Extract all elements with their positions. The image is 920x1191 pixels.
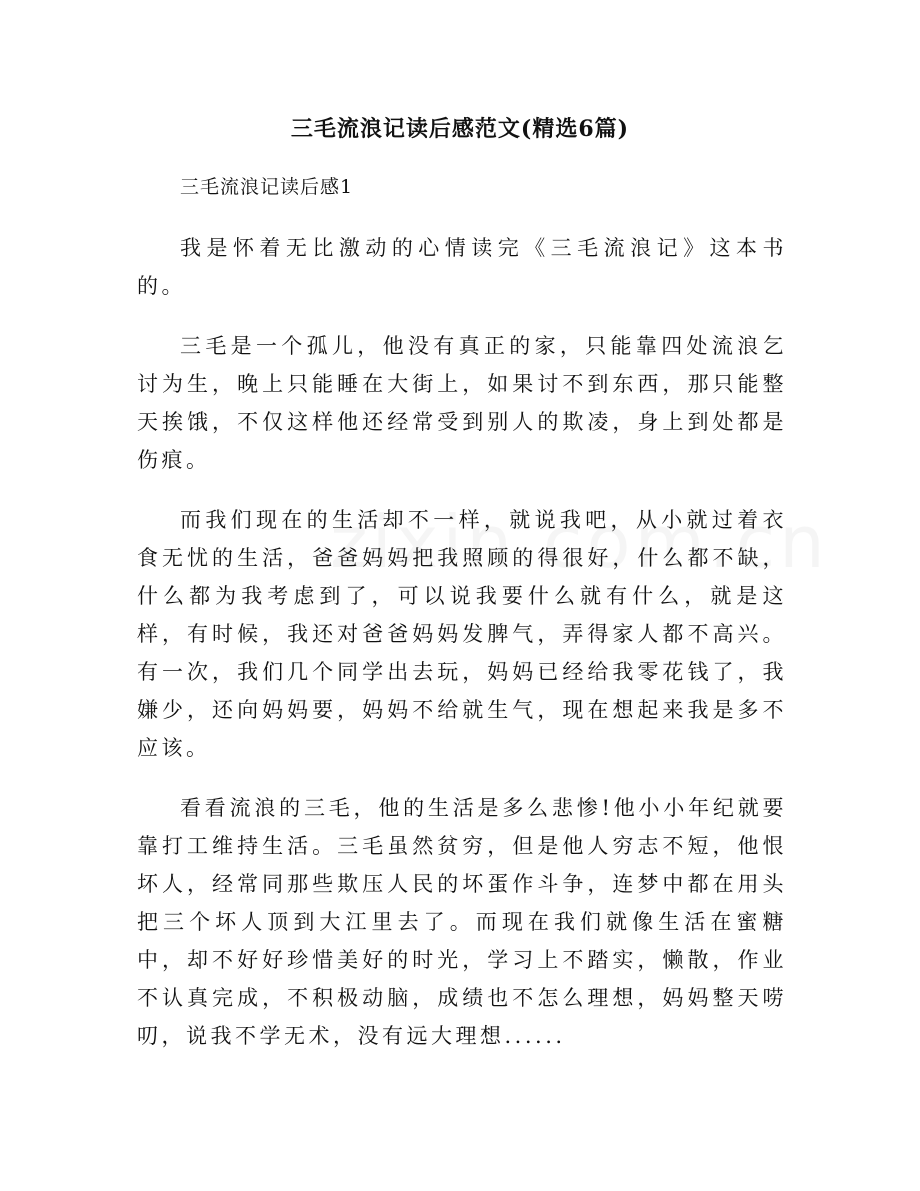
document-title: 三毛流浪记读后感范文(精选6篇)	[290, 116, 630, 142]
paragraph: 三毛是一个孤儿，他没有真正的家，只能靠四处流浪乞讨为生，晚上只能睡在大街上，如果讨不到东西，那只能整天挨饿，不仅这样他还经常受到别人的欺凌，身上到处都是伤痕。	[137, 334, 787, 472]
body-text	[137, 229, 787, 1077]
paragraph: 而我们现在的生活却不一样，就说我吧，从小就过着衣食无忧的生活，爸爸妈妈把我照顾的得很好，什么都不缺，什么都为我考虑到了，可以说我要什么就有什么，就是这样，有时候，我还对爸爸妈妈发脾气，弄得家人都不高兴。有一次，我们几个同学出去玩，妈妈已经给我零花钱了，我嫌少，还向妈妈要，妈妈不给就生气，现在想起来我是多不应该。	[137, 508, 787, 760]
paragraph: 看看流浪的三毛，他的生活是多么悲惨!他小小年纪就要靠打工维持生活。三毛虽然贫穷，但是他人穷志不短，他恨坏人，经常同那些欺压人民的坏蛋作斗争，连梦中都在用头把三个坏人顶到大江里去了。而现在我们就像生活在蜜糖中，却不好好珍惜美好的时光，学习上不踏实，懒散，作业不认真完成，不积极动脑，成绩也不怎么理想，妈妈整天唠叨，说我不学无术，没有远大理想......	[137, 796, 787, 1048]
section-heading: 三毛流浪记读后感1	[180, 176, 354, 198]
paragraph: 我是怀着无比激动的心情读完《三毛流浪记》这本书的。	[137, 236, 787, 298]
